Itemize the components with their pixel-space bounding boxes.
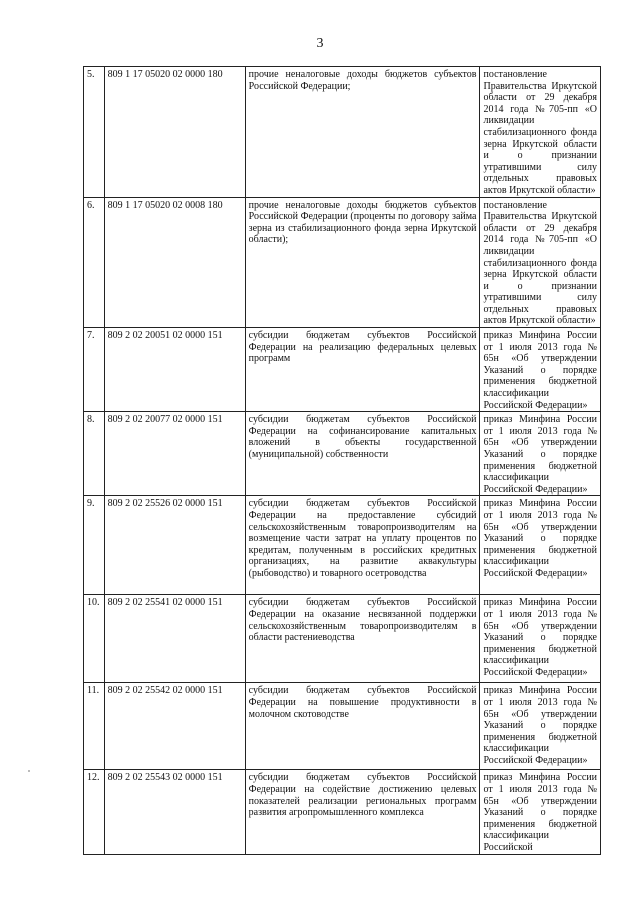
legal-basis: приказ Минфина России от 1 июля 2013 года № 65н «Об утверждении Указаний о порядке применения бюджетной классификации Российской: [480, 770, 601, 854]
table-row: [84, 328, 601, 412]
budget-code: 809 2 02 25542 02 0000 151: [104, 683, 245, 770]
income-codes-table: [83, 66, 601, 855]
table-row: [84, 595, 601, 683]
table-row: [84, 683, 601, 770]
budget-code: 809 2 02 20077 02 0000 151: [104, 412, 245, 496]
table-row: [84, 412, 601, 496]
row-number: 9.: [84, 496, 105, 595]
budget-code: 809 2 02 25526 02 0000 151: [104, 496, 245, 595]
page-number: 3: [316, 36, 324, 51]
legal-basis: приказ Минфина России от 1 июля 2013 года № 65н «Об утверждении Указаний о порядке применения бюджетной классификации Российской Федерации»: [480, 683, 601, 770]
legal-basis: постановление Правительства Иркутской области от 29 декабря 2014 года №705-пп «О ликвидации стабилизационного фонда зерна Иркутской области и о признании утратившими силу отдельных правовых актов Иркутской области»: [480, 67, 601, 198]
row-number: 8.: [84, 412, 105, 496]
legal-basis: приказ Минфина России от 1 июля 2013 года № 65н «Об утверждении Указаний о порядке применения бюджетной классификации Российской Федерации»: [480, 496, 601, 595]
budget-code: 809 2 02 25541 02 0000 151: [104, 595, 245, 683]
table-row: [84, 770, 601, 854]
legal-basis: приказ Минфина России от 1 июля 2013 года № 65н «Об утверждении Указаний о порядке применения бюджетной классификации Российской Федерации»: [480, 412, 601, 496]
table-row: [84, 496, 601, 595]
row-number: 5.: [84, 67, 105, 198]
income-description: субсидии бюджетам субъектов Российской Федерации на повышение продуктивности в молочном скотоводстве: [245, 683, 480, 770]
income-description: субсидии бюджетам субъектов Российской Федерации на оказание несвязанной поддержки сельскохозяйственным товаропроизводителям в области растениеводства: [245, 595, 480, 683]
row-number: 6.: [84, 197, 105, 328]
scan-speck: [28, 770, 30, 772]
income-description: субсидии бюджетам субъектов Российской Федерации на предоставление субсидий сельскохозяйственным товаропроизводителям на возмещение части затрат на уплату процентов по кредитам, полученным в российских кредитных организациях, на развитие аквакультуры (рыбоводство) и товарного осетроводства: [245, 496, 480, 595]
income-description: прочие неналоговые доходы бюджетов субъектов Российской Федерации;: [245, 67, 480, 198]
legal-basis: постановление Правительства Иркутской области от 29 декабря 2014 года №705-пп «О ликвидации стабилизационного фонда зерна Иркутской области и о признании утратившими силу отдельных правовых актов Иркутской области»: [480, 197, 601, 328]
income-description: субсидии бюджетам субъектов Российской Федерации на реализацию федеральных целевых программ: [245, 328, 480, 412]
table-row: [84, 67, 601, 198]
income-description: прочие неналоговые доходы бюджетов субъектов Российской Федерации (проценты по договору займа зерна из стабилизационного фонда зерна Иркутской области);: [245, 197, 480, 328]
row-number: 12.: [84, 770, 105, 854]
row-number: 7.: [84, 328, 105, 412]
row-number: 10.: [84, 595, 105, 683]
income-description: субсидии бюджетам субъектов Российской Федерации на содействие достижению целевых показателей реализации региональных программ развития агропромышленного комплекса: [245, 770, 480, 854]
budget-code: 809 1 17 05020 02 0008 180: [104, 197, 245, 328]
legal-basis: приказ Минфина России от 1 июля 2013 года № 65н «Об утверждении Указаний о порядке применения бюджетной классификации Российской Федерации»: [480, 328, 601, 412]
budget-code: 809 2 02 25543 02 0000 151: [104, 770, 245, 854]
budget-code: 809 2 02 20051 02 0000 151: [104, 328, 245, 412]
income-description: субсидии бюджетам субъектов Российской Федерации на софинансирование капитальных вложений в объекты государственной (муниципальной) собственности: [245, 412, 480, 496]
table-row: [84, 197, 601, 328]
legal-basis: приказ Минфина России от 1 июля 2013 года № 65н «Об утверждении Указаний о порядке применения бюджетной классификации Российской Федерации»: [480, 595, 601, 683]
row-number: 11.: [84, 683, 105, 770]
budget-code: 809 1 17 05020 02 0000 180: [104, 67, 245, 198]
